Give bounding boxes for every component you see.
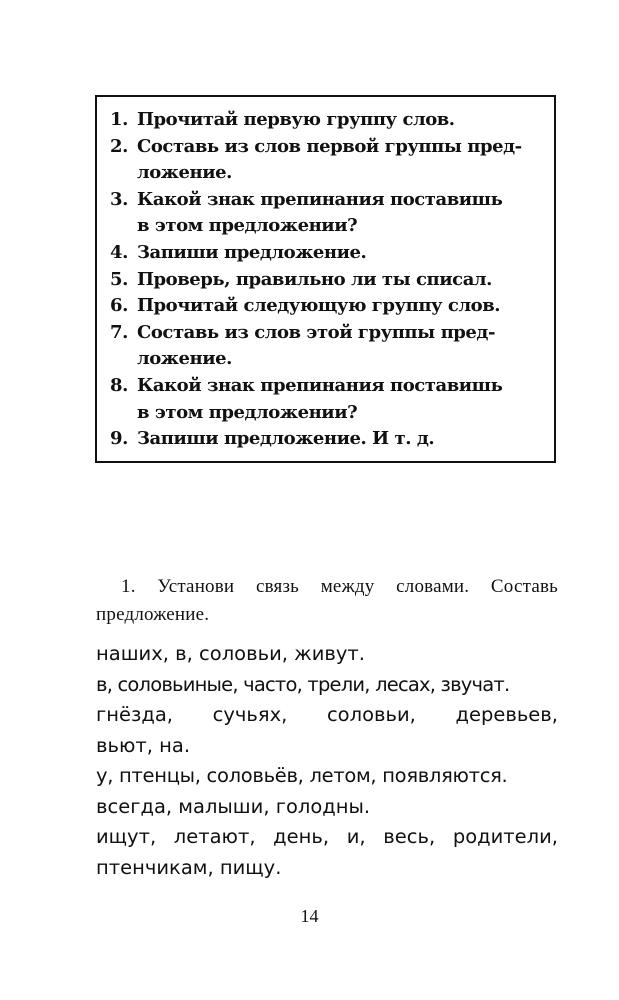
instruction-item (110, 240, 544, 267)
instruction-text: Проверь, правильно ли ты списал. (137, 268, 492, 290)
task-prompt: 1. Установи связь между словами. Составь предложение. (96, 576, 558, 625)
instruction-item (110, 373, 544, 426)
exercise (96, 573, 558, 883)
instruction-item (110, 134, 544, 187)
instruction-item (110, 293, 544, 320)
instruction-number: 7. (110, 321, 128, 343)
instruction-text: Прочитай первую группу слов. (137, 109, 455, 130)
instruction-number: 8. (110, 374, 128, 396)
instruction-number: 3. (110, 188, 128, 210)
instruction-text: Какой знак препинания поставишь в этом предложении? (137, 188, 503, 237)
word-lines (96, 639, 558, 883)
word-line: всегда, малыши, голодны. (96, 794, 371, 818)
page-number: 14 (300, 906, 319, 926)
word-line: вьют, на. (96, 733, 191, 757)
instruction-item (110, 187, 544, 240)
instruction-number: 4. (110, 241, 128, 263)
instruction-text: Составь из слов первой группы пред- ложение. (137, 135, 522, 184)
instruction-text: Запиши предложение. (137, 241, 367, 263)
word-line: птенчикам, пищу. (96, 855, 282, 879)
word-line: ищут, летают, день, и, весь, родители, (96, 825, 558, 848)
instruction-number: 5. (110, 268, 128, 290)
instruction-text: Составь из слов этой группы пред- ложение. (137, 321, 495, 370)
word-line: в, соловьиные, часто, трели, лесах, звучат. (96, 672, 510, 696)
instruction-item (110, 320, 544, 373)
word-line: гнёзда, сучьях, соловьи, деревьев, (96, 703, 558, 726)
instruction-text: Прочитай следующую группу слов. (137, 295, 501, 317)
instruction-item (110, 267, 544, 294)
word-line: у, птенцы, соловьёв, летом, появляются. (96, 764, 508, 787)
instruction-text: Какой знак препинания поставишь в этом предложении? (137, 374, 503, 423)
instruction-item (110, 107, 544, 134)
instruction-text: Запиши предложение. И т. д. (137, 428, 435, 450)
instruction-number: 1. (110, 109, 128, 130)
instruction-number: 2. (110, 135, 128, 157)
instructions-box (95, 95, 556, 463)
instruction-number: 9. (110, 428, 128, 450)
instruction-number: 6. (110, 295, 128, 317)
word-line: наших, в, соловьи, живут. (96, 642, 365, 665)
instruction-item (110, 426, 544, 453)
